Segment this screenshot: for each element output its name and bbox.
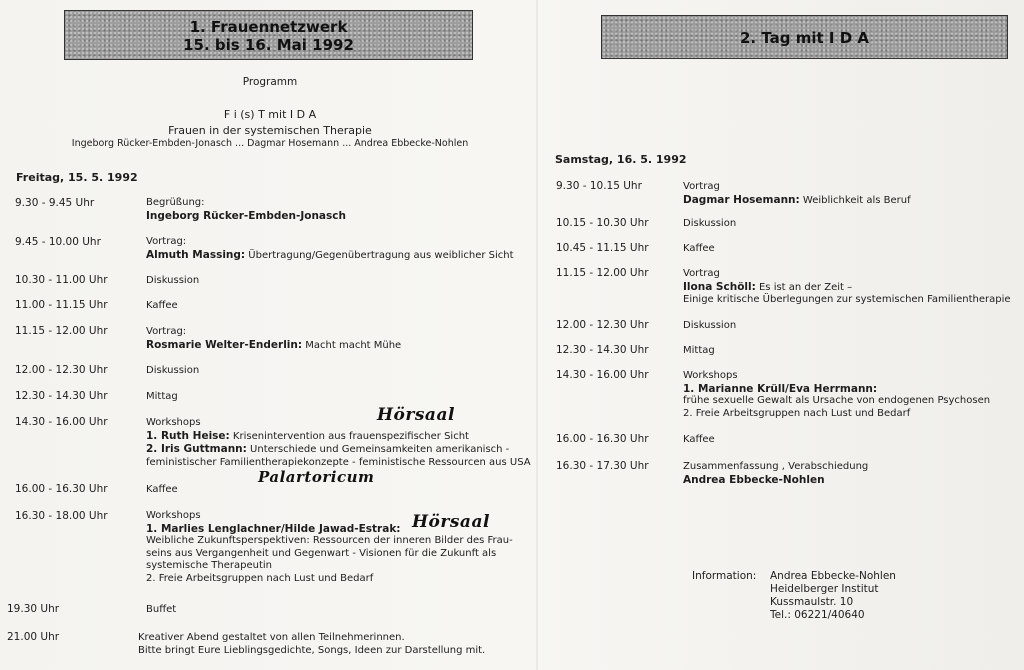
entry-label: Bitte bringt Eure Lieblingsgedichte, Songs, Ideen zur Darstellung mit. [138,644,486,656]
schedule-entry [683,181,911,207]
talk-title: Es ist an der Zeit – [755,281,853,293]
talk-title: Übertragung/Gegenübertragung aus weiblicher Sicht [245,249,514,261]
talk-title: Einige kritische Überlegungen zur systemischen Familientherapie [683,294,1011,305]
schedule-time: 14.30 - 16.00 Uhr [556,369,649,381]
left-title-line1: 1. Frauennetzwerk [189,18,348,36]
schedule-time: 11.15 - 12.00 Uhr [556,267,649,279]
schedule-entry [683,268,1011,307]
handwritten-note: Hörsaal [412,512,490,532]
entry-label: Zusammenfassung , Verabschiedung [683,461,869,472]
schedule-entry [138,632,485,657]
entry-label: Mittag [146,391,178,402]
schedule-time: 16.00 - 16.30 Uhr [15,483,108,495]
contact-block [770,570,896,622]
schedule-time: 9.30 - 9.45 Uhr [15,197,95,209]
entry-label: Diskussion [146,365,200,376]
speaker-name: Ingeborg Rücker-Embden-Jonasch [146,209,346,222]
speaker-name: 1. Marlies Lenglachner/Hilde Jawad-Estrak: [146,522,401,535]
workshop-title: seins aus Vergangenheit und Gegenwart - Visionen für die Zukunft als [146,547,497,559]
schedule-time: 9.45 - 10.00 Uhr [15,236,101,248]
speaker-name: Almuth Massing: [146,248,246,261]
entry-label: Workshops [146,510,201,521]
left-title-box [64,10,473,60]
schedule-time: 10.15 - 10.30 Uhr [556,217,649,229]
entry-label: Begrüßung: [146,197,205,208]
workshop-title: 2. Freie Arbeitsgruppen nach Lust und Bedarf [146,572,374,584]
entry-label: Kaffee [146,300,178,311]
contact-line: Kussmaulstr. 10 [770,596,854,608]
workshop-title: Unterschiede und Gemeinsamkeiten amerikanisch - [246,444,510,455]
programm-label: Programm [242,76,298,88]
entry-label: Buffet [146,604,177,615]
friday-heading: Freitag, 15. 5. 1992 [16,171,138,184]
schedule-time: 9.30 - 10.15 Uhr [556,180,642,192]
speaker-name: Dagmar Hosemann: [683,193,800,206]
schedule-time: 21.00 Uhr [7,631,60,643]
schedule-entry [683,461,868,486]
entry-label: Diskussion [683,320,737,331]
right-title-box [601,15,1008,59]
speaker-name: 1. Ruth Heise: [146,429,230,442]
entry-label: Workshops [146,417,201,428]
program-authors: Ingeborg Rücker-Embden-Jonasch ... Dagmar Hosemann ... Andrea Ebbecke-Nohlen [71,138,469,149]
handwritten-note: Palartoricum [258,468,375,486]
schedule-entry [146,197,346,222]
schedule-time: 12.30 - 14.30 Uhr [15,390,108,402]
schedule-time: 11.00 - 11.15 Uhr [15,299,108,311]
entry-label: Mittag [683,345,715,356]
entry-label: Kaffee [683,243,715,254]
schedule-time: 16.30 - 17.30 Uhr [556,460,649,472]
info-label: Information: [692,570,757,582]
program-subtitle: Frauen in der systemischen Therapie [168,124,372,137]
speaker-name: 2. Iris Guttmann: [146,443,247,455]
entry-label: Workshops [683,370,738,381]
speaker-name: Rosmarie Welter-Enderlin: [146,338,303,351]
entry-label: Kaffee [683,434,715,445]
workshop-title: Krisenintervention aus frauenspezifischer Sicht [229,430,469,442]
entry-label: Vortrag [683,181,720,192]
saturday-heading: Samstag, 16. 5. 1992 [555,153,687,166]
workshop-title: Weibliche Zukunftsperspektiven: Ressourcen der inneren Bilder des Frau- [146,535,513,546]
entry-label: Kreativer Abend gestaltet von allen Teilnehmerinnen. [138,632,405,643]
entry-label: Vortrag: [146,236,187,247]
contact-line: Tel.: 06221/40640 [770,609,865,621]
schedule-time: 10.30 - 11.00 Uhr [15,274,108,286]
handwritten-note: Hörsaal [377,405,455,425]
workshop-title: frühe sexuelle Gewalt als Ursache von endogenen Psychosen [683,395,991,406]
entry-label: Diskussion [683,218,737,229]
schedule-entry [146,326,401,352]
entry-label: Kaffee [146,484,178,495]
schedule-time: 12.30 - 14.30 Uhr [556,344,649,356]
schedule-entry [146,236,514,262]
speaker-name: Andrea Ebbecke-Nohlen [683,473,825,486]
speaker-name: Ilona Schöll: [683,280,756,293]
schedule-time: 16.30 - 18.00 Uhr [15,510,108,522]
workshop-title: feministischer Familientherapiekonzepte - feministische Ressourcen aus USA [146,456,531,468]
talk-title: Weiblichkeit als Beruf [799,194,911,206]
fist-title: F i (s) T mit I D A [223,108,317,121]
left-title-line2: 15. bis 16. Mai 1992 [183,36,354,54]
contact-line: Heidelberger Institut [770,583,879,595]
schedule-entry [146,417,531,469]
schedule-time: 10.45 - 11.15 Uhr [556,242,649,254]
right-title: 2. Tag mit I D A [740,29,869,47]
talk-title: Macht macht Mühe [302,339,402,351]
workshop-title: 2. Freie Arbeitsgruppen nach Lust und Bedarf [683,407,911,419]
workshop-title: systemische Therapeutin [146,560,273,571]
schedule-entry [683,370,990,420]
schedule-time: 16.00 - 16.30 Uhr [556,433,649,445]
schedule-time: 12.00 - 12.30 Uhr [15,364,108,376]
entry-label: Diskussion [146,275,200,286]
schedule-time: 14.30 - 16.00 Uhr [15,416,108,428]
schedule-time: 12.00 - 12.30 Uhr [556,319,649,331]
entry-label: Vortrag [683,268,720,279]
schedule-time: 19.30 Uhr [7,603,60,615]
speaker-name: 1. Marianne Krüll/Eva Herrmann: [683,382,878,395]
schedule-time: 11.15 - 12.00 Uhr [15,325,108,337]
contact-line: Andrea Ebbecke-Nohlen [770,570,896,582]
entry-label: Vortrag: [146,326,187,337]
page-fold [536,0,538,670]
